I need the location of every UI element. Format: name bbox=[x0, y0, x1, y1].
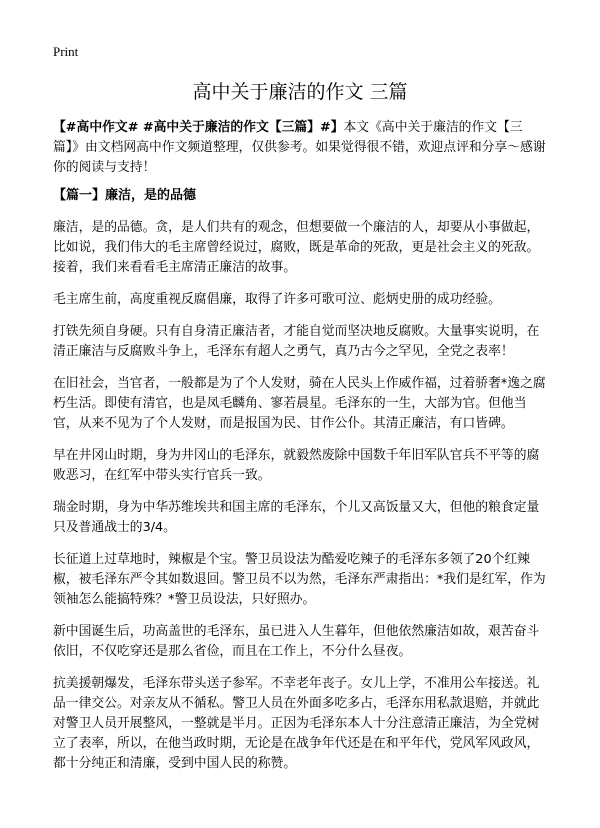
intro-bold-prefix: 【#高中作文# #高中关于廉洁的作文【三篇】#】 bbox=[53, 120, 344, 135]
document-title: 高中关于廉洁的作文 三篇 bbox=[192, 81, 408, 103]
document-body bbox=[53, 118, 547, 786]
intro-paragraph bbox=[53, 118, 547, 178]
paragraph: 长征道上过草地时，辣椒是个宝。警卫员设法为酷爱吃辣子的毛泽东多领了20个红辣椒，被毛泽东严令其如数退回。警卫员不以为然，毛泽东严肃指出：*我们是红军，作为领袖怎么能搞特殊？*警卫员设法，只好照办。 bbox=[53, 552, 546, 607]
paragraph: 毛主席生前，高度重视反腐倡廉，取得了许多可歌可泣、彪炳史册的成功经验。 bbox=[53, 292, 501, 307]
paragraph: 新中国诞生后，功高盖世的毛泽东，虽已进入人生暮年，但他依然廉洁如故，艰苦奋斗依旧，不仅吃穿还是那么省俭，而且在工作上，不分什么昼夜。 bbox=[53, 624, 540, 659]
intro-text: 本文《高中关于廉洁的作文【三篇】》由文档网高中作文频道整理，仅供参考。如果觉得很不错，欢迎点评和分享～感谢你的阅读与支持！ bbox=[53, 120, 546, 175]
paragraph: 瑞金时期，身为中华苏维埃共和国主席的毛泽东，个儿又高饭量又大，但他的粮食定量只及普通战士的3/4。 bbox=[53, 500, 540, 535]
paragraph: 抗美援朝爆发，毛泽东带头送子参军。不幸老年丧子。女儿上学，不准用公车接送。礼品一律交公。对亲友从不循私。警卫人员在外面多吃多占，毛泽东用私款退赔，并就此对警卫人员开展整风，一整就是半月。正因为毛泽东本人十分注意清正廉洁，为全党树立了表率，所以，在他当政时期，无论是在战争年代还是在和平年代，党风军风政风，都十分纯正和清廉，受到中国人民的称赞。 bbox=[53, 676, 540, 771]
paragraph: 打铁先须自身硬。只有自身清正廉洁者，才能自觉而坚决地反腐败。大量事实说明，在清正廉洁与反腐败斗争上，毛泽东有超人之勇气，真乃古今之罕见，全党之表率！ bbox=[53, 324, 540, 359]
paragraph: 早在井冈山时期，身为井冈山的毛泽东，就毅然废除中国数千年旧军队官兵不平等的腐败恶习，在红军中带头实行官兵一致。 bbox=[53, 448, 540, 483]
paragraph: 廉洁，是的品德。贪，是人们共有的观念，但想要做一个廉洁的人，却要从小事做起，比如说，我们伟大的毛主席曾经说过，腐败，既是革命的死敌，更是社会主义的死敌。接着，我们来看看毛主席清正廉洁的故事。 bbox=[53, 220, 540, 275]
paragraph: 在旧社会，当官者，一般都是为了个人发财，骑在人民头上作威作福，过着骄奢*逸之腐朽生活。即使有清官，也是凤毛麟角、寥若晨星。毛泽东的一生，大部为官。但他当官，从来不见为了个人发财，而是报国为民、甘作公仆。其清正廉洁，有口皆碑。 bbox=[53, 376, 546, 431]
print-link[interactable]: Print bbox=[53, 44, 79, 59]
section-heading: 【篇一】廉洁，是的品德 bbox=[53, 188, 197, 203]
